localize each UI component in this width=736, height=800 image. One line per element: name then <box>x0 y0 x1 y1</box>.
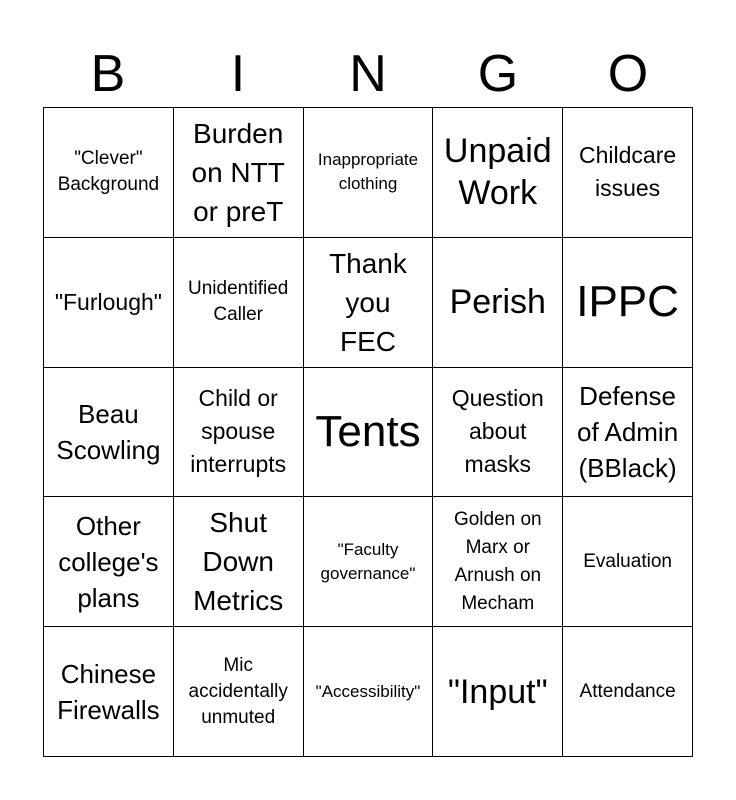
cell-text: Beau Scowling <box>56 398 161 465</box>
bingo-cell[interactable] <box>44 497 174 627</box>
bingo-cell[interactable] <box>304 368 434 498</box>
cell-text: Chinese Firewalls <box>57 658 160 725</box>
bingo-cell[interactable] <box>44 627 174 757</box>
bingo-cell[interactable] <box>433 497 563 627</box>
cell-text: "Faculty governance" <box>320 539 416 583</box>
bingo-cell[interactable] <box>174 497 304 627</box>
cell-text: Unpaid Work <box>443 132 552 213</box>
cell-text: Childcare issues <box>579 142 677 202</box>
cell-text: Attendance <box>579 680 676 702</box>
cell-text: "Input" <box>447 672 548 711</box>
cell-text: Burden on NTT or preT <box>191 117 285 227</box>
bingo-cell[interactable] <box>174 108 304 238</box>
bingo-cell[interactable] <box>563 368 693 498</box>
cell-text: IPPC <box>576 277 679 327</box>
cell-text: Unidentified Caller <box>188 278 289 326</box>
bingo-cell[interactable] <box>304 108 434 238</box>
bingo-cell[interactable] <box>174 238 304 368</box>
bingo-header <box>43 44 693 104</box>
header-letter-n: N <box>349 45 387 103</box>
bingo-cell[interactable] <box>433 627 563 757</box>
cell-text: Shut Down Metrics <box>193 507 284 617</box>
cell-text: Defense of Admin (BBlack) <box>577 380 679 483</box>
cell-text: Thank you FEC <box>329 247 407 357</box>
header-letter-i: I <box>230 45 246 103</box>
bingo-cell[interactable] <box>174 368 304 498</box>
bingo-cell[interactable] <box>174 627 304 757</box>
bingo-cell[interactable] <box>44 238 174 368</box>
bingo-cell[interactable] <box>563 497 693 627</box>
cell-text: "Accessibility" <box>315 681 421 701</box>
bingo-cell[interactable] <box>433 238 563 368</box>
cell-text: Mic accidentally unmuted <box>188 654 288 728</box>
cell-text: Inappropriate clothing <box>317 150 419 194</box>
bingo-cell[interactable] <box>304 627 434 757</box>
bingo-cell[interactable] <box>44 108 174 238</box>
bingo-cell[interactable] <box>433 108 563 238</box>
cell-text: "Clever" Background <box>57 148 160 196</box>
bingo-cell[interactable] <box>563 108 693 238</box>
bingo-cell[interactable] <box>304 497 434 627</box>
bingo-cell[interactable] <box>563 238 693 368</box>
cell-text: Other college's plans <box>58 510 159 613</box>
cell-text: Perish <box>449 283 546 322</box>
cell-text: Child or spouse interrupts <box>190 385 287 478</box>
bingo-cell[interactable] <box>563 627 693 757</box>
header-letter-o: O <box>607 45 649 103</box>
cell-text: Evaluation <box>583 550 672 572</box>
header-letter-b: B <box>90 45 126 103</box>
bingo-cell[interactable] <box>44 368 174 498</box>
bingo-cell[interactable] <box>433 368 563 498</box>
cell-text: Golden on Marx or Arnush on Mecham <box>453 508 542 614</box>
bingo-board <box>43 107 693 757</box>
cell-text: Tents <box>315 406 421 456</box>
cell-text: "Furlough" <box>54 288 162 315</box>
bingo-cell[interactable] <box>304 238 434 368</box>
cell-text: Question about masks <box>451 385 544 478</box>
header-letter-g: G <box>477 45 519 103</box>
